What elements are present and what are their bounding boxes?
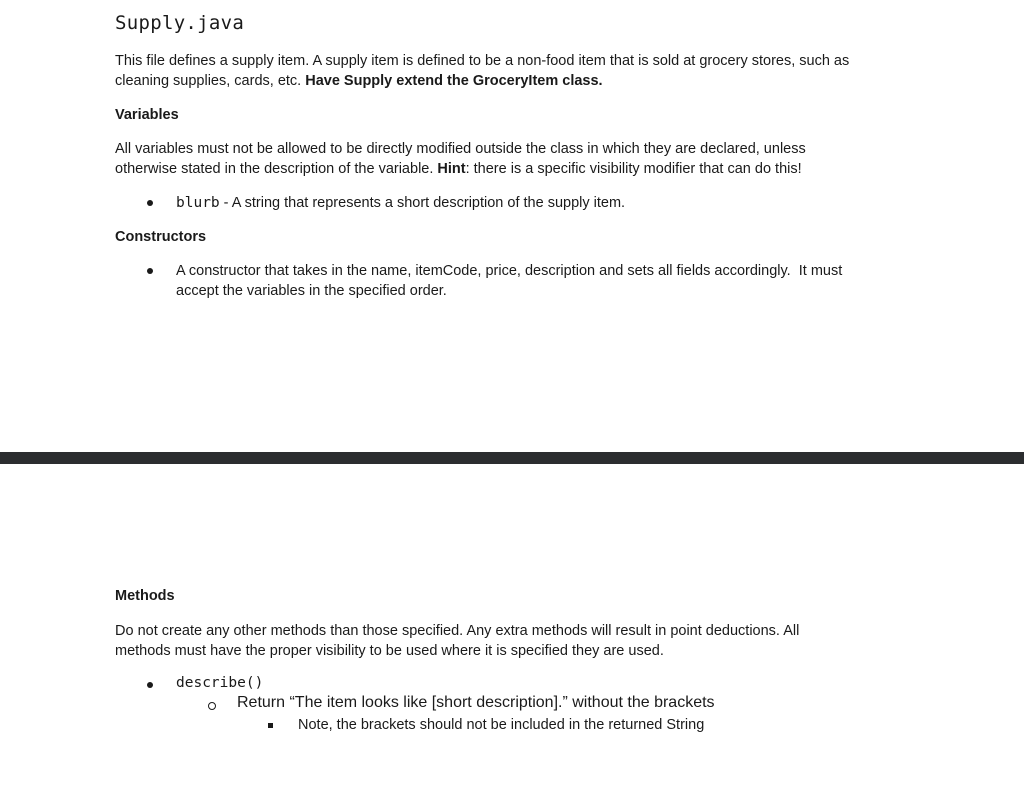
variables-description bbox=[115, 139, 806, 179]
bullet-square-icon bbox=[268, 723, 273, 728]
hint-text: : there is a specific visibility modifier that can do this! bbox=[465, 161, 802, 177]
intro-line-2 bbox=[115, 71, 849, 91]
constructor-line-2: accept the variables in the specified order. bbox=[176, 283, 447, 299]
variable-item-blurb bbox=[176, 193, 625, 213]
methods-heading: Methods bbox=[115, 588, 175, 604]
variable-description: A string that represents a short description of the supply item. bbox=[231, 195, 626, 211]
bullet-dot-icon bbox=[147, 268, 153, 274]
method-note: Note, the brackets should not be included in the returned String bbox=[298, 717, 705, 733]
variables-desc-line-2 bbox=[115, 159, 806, 179]
hint-label: Hint bbox=[437, 161, 466, 177]
variables-desc-text: otherwise stated in the description of the variable. bbox=[115, 161, 438, 177]
variable-name: blurb bbox=[176, 195, 220, 211]
intro-line-1: This file defines a supply item. A supply item is defined to be a non-food item that is sold at grocery stores, such as bbox=[115, 53, 850, 69]
constructor-item bbox=[176, 261, 842, 301]
bullet-circle-icon bbox=[208, 702, 216, 710]
method-signature: describe() bbox=[176, 675, 264, 691]
intro-extend-instruction: Have Supply extend the GroceryItem class. bbox=[305, 73, 603, 89]
variables-desc-line-1: All variables must not be allowed to be directly modified outside the class in which they are declared, unless bbox=[115, 141, 806, 157]
intro-line-2-text: cleaning supplies, cards, etc. bbox=[115, 73, 306, 89]
methods-desc-line-1: Do not create any other methods than those specified. Any extra methods will result in point deductions. All bbox=[115, 623, 800, 639]
methods-description bbox=[115, 621, 799, 661]
method-return-description: Return “The item looks like [short description].” without the brackets bbox=[237, 694, 715, 711]
variables-heading: Variables bbox=[115, 107, 179, 123]
constructors-heading: Constructors bbox=[115, 229, 207, 245]
constructor-line-1: A constructor that takes in the name, itemCode, price, description and sets all fields accordingly. It must bbox=[176, 263, 843, 279]
file-title: Supply.java bbox=[115, 12, 245, 34]
methods-desc-line-2: methods must have the proper visibility to be used where it is specified they are used. bbox=[115, 643, 664, 659]
page-divider bbox=[0, 452, 1024, 464]
bullet-dot-icon bbox=[147, 200, 153, 206]
variable-separator: - bbox=[219, 195, 232, 211]
document-page-bottom bbox=[0, 464, 1024, 786]
bullet-dot-icon bbox=[147, 682, 153, 688]
intro-paragraph bbox=[115, 51, 849, 91]
